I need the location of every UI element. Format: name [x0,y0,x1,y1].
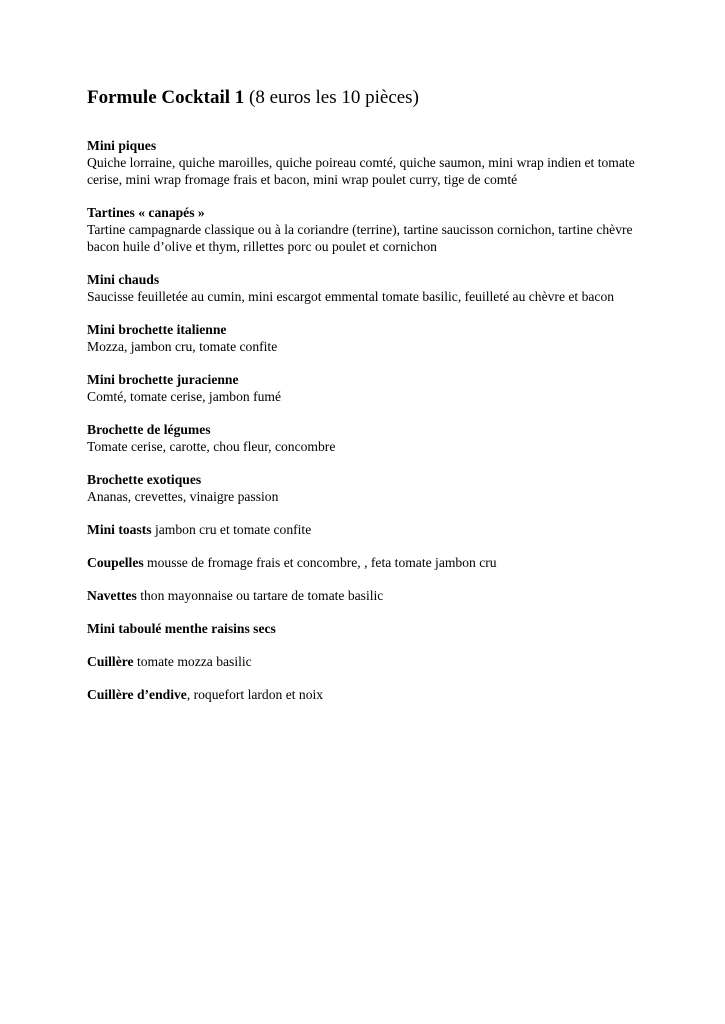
section-mini-chauds [87,271,647,305]
section-body: thon mayonnaise ou tartare de tomate basilic [136,588,384,603]
section-heading: Tartines « canapés » [87,205,205,220]
section-mini-toasts [87,521,647,538]
section-body: Mozza, jambon cru, tomate confite [87,339,278,354]
section-mini-brochette-italienne [87,321,647,355]
section-mini-piques [87,137,647,188]
document-page [87,85,647,719]
section-heading: Cuillère [87,654,134,669]
section-tartines-canapes [87,204,647,255]
section-heading: Mini brochette juracienne [87,372,239,387]
title-bold: Formule Cocktail 1 [87,87,245,108]
section-brochette-legumes [87,421,647,455]
section-heading: Brochette exotiques [87,472,202,487]
section-cuillere [87,653,647,670]
section-cuillere-endive [87,686,647,703]
section-body: , roquefort lardon et noix [186,687,324,702]
section-heading: Cuillère d’endive [87,687,187,702]
section-mini-brochette-juracienne [87,371,647,405]
section-brochette-exotiques [87,471,647,505]
section-body: Quiche lorraine, quiche maroilles, quiche poireau comté, quiche saumon, mini wrap indien et tomate cerise, mini wrap fromage frais et bacon, mini wrap poulet curry, tige de comté [87,155,635,187]
page-title [87,85,647,111]
section-heading: Mini taboulé menthe raisins secs [87,621,276,636]
section-heading: Mini toasts [87,522,152,537]
title-price: (8 euros les 10 pièces) [244,87,419,108]
section-body: jambon cru et tomate confite [151,522,312,537]
section-heading: Brochette de légumes [87,422,211,437]
section-body: Ananas, crevettes, vinaigre passion [87,489,279,504]
section-body: Tartine campagnarde classique ou à la coriandre (terrine), tartine saucisson cornichon, tartine chèvre bacon huile d’olive et thym, rillettes porc ou poulet et cornichon [87,222,633,254]
section-body: Tomate cerise, carotte, chou fleur, concombre [87,439,336,454]
section-heading: Coupelles [87,555,144,570]
section-body: Saucisse feuilletée au cumin, mini escargot emmental tomate basilic, feuilleté au chèvre et bacon [87,289,615,304]
section-heading: Mini chauds [87,272,160,287]
section-body: mousse de fromage frais et concombre, , feta tomate jambon cru [143,555,497,570]
section-body: tomate mozza basilic [133,654,252,669]
section-heading: Mini brochette italienne [87,322,227,337]
section-body: Comté, tomate cerise, jambon fumé [87,389,282,404]
section-coupelles [87,554,647,571]
section-navettes [87,587,647,604]
section-mini-taboule [87,620,647,637]
section-heading: Mini piques [87,138,157,153]
section-heading: Navettes [87,588,137,603]
